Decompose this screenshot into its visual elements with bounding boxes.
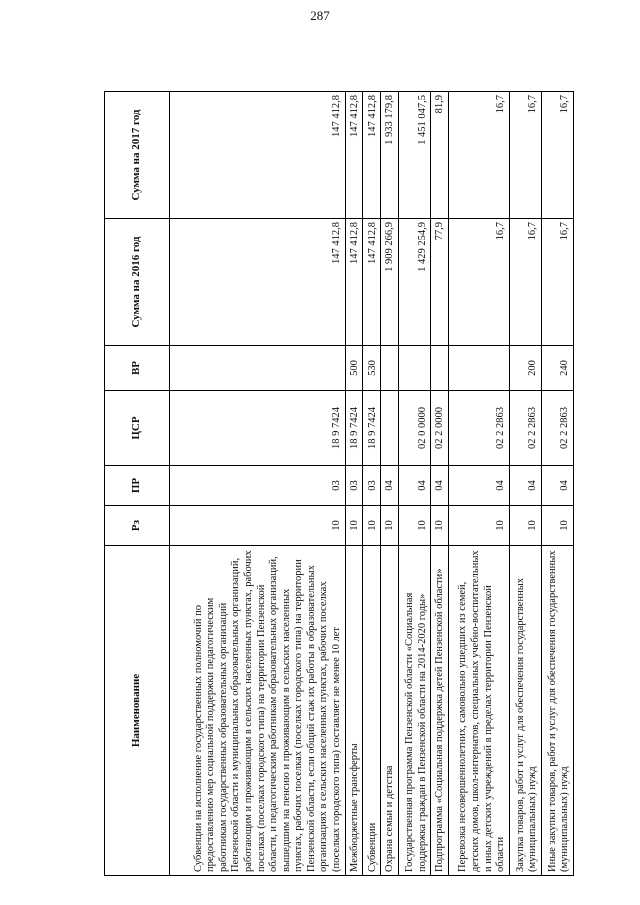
cell-vr bbox=[398, 346, 430, 391]
table-row bbox=[345, 92, 363, 876]
cell-rz: 10 bbox=[345, 506, 363, 546]
cell-csr: 18 9 7424 bbox=[363, 391, 381, 466]
cell-pr: 03 bbox=[170, 466, 346, 506]
cell-name: Закупка товаров, работ и услуг для обеспечения государственных (муниципальных) нужд bbox=[509, 546, 541, 876]
cell-vr bbox=[431, 346, 449, 391]
cell-vr: 500 bbox=[345, 346, 363, 391]
cell-pr: 04 bbox=[448, 466, 509, 506]
cell-sum-2017: 1 451 047,5 bbox=[398, 92, 430, 219]
cell-sum-2017: 81,9 bbox=[431, 92, 449, 219]
cell-rz: 10 bbox=[398, 506, 430, 546]
cell-pr: 03 bbox=[345, 466, 363, 506]
cell-sum-2016: 147 412,8 bbox=[345, 219, 363, 346]
header-vr: ВР bbox=[105, 346, 170, 391]
header-pr: ПР bbox=[105, 466, 170, 506]
table-row bbox=[363, 92, 381, 876]
cell-rz: 10 bbox=[431, 506, 449, 546]
cell-name: Охрана семьи и детства bbox=[381, 546, 399, 876]
cell-sum-2016: 16,7 bbox=[509, 219, 541, 346]
page-number: 287 bbox=[310, 8, 330, 23]
cell-sum-2017: 16,7 bbox=[448, 92, 509, 219]
cell-pr: 04 bbox=[398, 466, 430, 506]
cell-name: Межбюджетные трансферты bbox=[345, 546, 363, 876]
cell-sum-2017: 1 933 179,8 bbox=[381, 92, 399, 219]
cell-csr: 02 2 2863 bbox=[509, 391, 541, 466]
cell-csr: 18 9 7424 bbox=[345, 391, 363, 466]
cell-vr bbox=[170, 346, 346, 391]
cell-name: Субвенции на исполнение государственных полномочий по предоставлению мер социальной поддержки педагогическим работникам государственных образовательных организаций Пензенской области и муниципальных образовательных организаций, работающим и проживающим в сельских населенных пунктах, рабочих поселках (поселках городского типа) на территории Пензенской области, и педагогическим работникам образовательных организаций, вышедшим на пенсию и проживающим в сельских населенных пунктах, рабочих поселках (поселках городского типа) на территории Пензенской области, если общий стаж их работы в образовательных организациях в сельских населенных пунктах, рабочих поселках (поселках городского типа) составляет не менее 10 лет bbox=[170, 546, 346, 876]
table-row bbox=[381, 92, 399, 876]
cell-sum-2017: 147 412,8 bbox=[363, 92, 381, 219]
table-row bbox=[509, 92, 541, 876]
cell-name: Перевозка несовершеннолетних, самовольно ушедших из семей, детских домов, школ-интернатов, специальных учебно-воспитательных и иных детских учреждений в пределах территории Пензенской области bbox=[448, 546, 509, 876]
cell-pr: 04 bbox=[541, 466, 573, 506]
cell-rz: 10 bbox=[448, 506, 509, 546]
header-sum-2016: Сумма на 2016 год bbox=[105, 219, 170, 346]
cell-pr: 03 bbox=[363, 466, 381, 506]
cell-vr bbox=[381, 346, 399, 391]
cell-csr: 02 2 0000 bbox=[431, 391, 449, 466]
cell-rz: 10 bbox=[381, 506, 399, 546]
header-rz: Рз bbox=[105, 506, 170, 546]
cell-sum-2017: 16,7 bbox=[541, 92, 573, 219]
cell-rz: 10 bbox=[363, 506, 381, 546]
budget-table-rotated bbox=[104, 92, 574, 876]
cell-sum-2016: 1 429 254,9 bbox=[398, 219, 430, 346]
table-row bbox=[398, 92, 430, 876]
cell-vr: 240 bbox=[541, 346, 573, 391]
cell-csr bbox=[381, 391, 399, 466]
header-csr: ЦСР bbox=[105, 391, 170, 466]
cell-sum-2016: 147 412,8 bbox=[363, 219, 381, 346]
cell-vr: 530 bbox=[363, 346, 381, 391]
cell-sum-2016: 147 412,8 bbox=[170, 219, 346, 346]
budget-table bbox=[104, 91, 574, 876]
cell-name: Субвенции bbox=[363, 546, 381, 876]
cell-sum-2016: 1 909 266,9 bbox=[381, 219, 399, 346]
table-header-row bbox=[105, 92, 170, 876]
cell-csr: 02 2 2863 bbox=[448, 391, 509, 466]
header-name: Наименование bbox=[105, 546, 170, 876]
cell-name: Подпрограмма «Социальная поддержка детей Пензенской области» bbox=[431, 546, 449, 876]
cell-rz: 10 bbox=[170, 506, 346, 546]
cell-rz: 10 bbox=[541, 506, 573, 546]
cell-sum-2016: 16,7 bbox=[541, 219, 573, 346]
cell-name: Государственная программа Пензенской области «Социальная поддержка граждан в Пензенской области на 2014-2020 годы» bbox=[398, 546, 430, 876]
cell-sum-2017: 147 412,8 bbox=[345, 92, 363, 219]
cell-sum-2017: 147 412,8 bbox=[170, 92, 346, 219]
cell-sum-2017: 16,7 bbox=[509, 92, 541, 219]
table-row bbox=[541, 92, 573, 876]
table-row bbox=[170, 92, 346, 876]
cell-sum-2016: 77,9 bbox=[431, 219, 449, 346]
cell-csr: 18 9 7424 bbox=[170, 391, 346, 466]
cell-sum-2016: 16,7 bbox=[448, 219, 509, 346]
cell-pr: 04 bbox=[431, 466, 449, 506]
cell-name: Иные закупки товаров, работ и услуг для обеспечения государственных (муниципальных) нужд bbox=[541, 546, 573, 876]
cell-vr: 200 bbox=[509, 346, 541, 391]
table-row bbox=[448, 92, 509, 876]
cell-pr: 04 bbox=[509, 466, 541, 506]
cell-csr: 02 0 0000 bbox=[398, 391, 430, 466]
cell-vr bbox=[448, 346, 509, 391]
table-row bbox=[431, 92, 449, 876]
cell-csr: 02 2 2863 bbox=[541, 391, 573, 466]
header-sum-2017: Сумма на 2017 год bbox=[105, 92, 170, 219]
cell-rz: 10 bbox=[509, 506, 541, 546]
cell-pr: 04 bbox=[381, 466, 399, 506]
